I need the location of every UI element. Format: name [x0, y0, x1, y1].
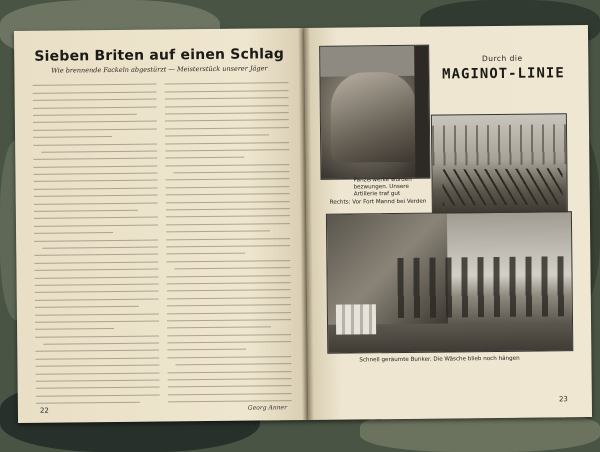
text-line [165, 164, 289, 166]
text-line [33, 106, 157, 108]
text-line [33, 136, 112, 138]
text-line [168, 378, 292, 380]
text-line [165, 97, 289, 99]
text-line [35, 306, 139, 308]
soldiers-bunker-photo [326, 211, 573, 354]
text-line [166, 223, 290, 225]
text-line [34, 195, 158, 197]
caption-panzerwerke: Panzerwerke wurden bezwungen. Unsere Artillerie traf gut [353, 176, 412, 198]
text-line [167, 297, 291, 299]
article-author: Georg Anner [247, 404, 288, 412]
text-line [166, 201, 290, 203]
caption-bunker: Schnell geräumte Bunker. Die Wäsche blieb noch hängen [359, 355, 520, 364]
text-line [166, 231, 270, 233]
text-line [167, 304, 291, 306]
text-line [33, 128, 157, 130]
text-line [36, 372, 160, 374]
headline-large: MAGINOT-LINIE [442, 65, 565, 83]
forest-fence-photo [431, 113, 568, 216]
page-number-right: 23 [558, 395, 568, 404]
text-line [166, 179, 290, 181]
text-line [34, 202, 158, 204]
right-page [304, 25, 592, 420]
text-line [166, 216, 290, 218]
text-line [34, 224, 158, 226]
text-line [36, 402, 140, 404]
text-line [175, 363, 291, 365]
text-line [166, 238, 290, 240]
text-line [167, 312, 291, 314]
text-line [33, 173, 157, 175]
text-line [35, 298, 159, 300]
text-line [168, 400, 292, 402]
text-line [165, 142, 289, 144]
text-line [33, 99, 157, 101]
text-line [34, 180, 158, 182]
text-line [34, 232, 113, 234]
text-line [166, 208, 290, 210]
text-line [35, 276, 159, 278]
text-line [168, 386, 292, 388]
text-line [33, 143, 157, 145]
text-line [35, 350, 159, 352]
text-line [166, 260, 290, 262]
text-line [35, 283, 159, 285]
text-line [33, 91, 157, 93]
text-line [33, 114, 137, 116]
text-line [166, 245, 290, 247]
text-line [167, 327, 271, 329]
headline-small: Durch die [481, 53, 523, 64]
text-line [166, 186, 290, 188]
text-line [35, 291, 159, 293]
text-line [165, 149, 289, 151]
text-line [165, 83, 289, 85]
text-line [165, 134, 269, 136]
text-line [33, 158, 157, 160]
text-line [167, 341, 291, 343]
text-line [168, 393, 292, 395]
page-number-left: 22 [39, 406, 49, 415]
text-line [33, 121, 157, 123]
text-line [165, 127, 289, 129]
text-line [34, 261, 158, 263]
text-line [41, 150, 157, 152]
text-line [36, 387, 160, 389]
text-line [165, 157, 244, 159]
text-line [35, 320, 159, 322]
text-line [34, 217, 158, 219]
text-line [35, 365, 159, 367]
text-line [167, 334, 291, 336]
text-line [165, 112, 289, 114]
text-line [35, 335, 159, 337]
left-page [14, 28, 308, 423]
text-line [167, 289, 291, 291]
text-line [167, 356, 291, 358]
text-line [165, 90, 289, 92]
text-line [167, 349, 246, 351]
bunker-photo [319, 45, 430, 180]
text-line [34, 254, 158, 256]
text-line [33, 165, 157, 167]
article-title: Sieben Briten auf einen Schlag [34, 46, 285, 65]
text-line [34, 239, 158, 241]
text-line [165, 105, 289, 107]
text-line [33, 84, 157, 86]
text-column-left [32, 78, 159, 411]
text-line [166, 193, 290, 195]
text-line [43, 343, 159, 345]
text-line [173, 171, 289, 173]
text-line [165, 119, 289, 121]
text-line [36, 380, 160, 382]
magazine-spread [8, 25, 598, 425]
text-line [167, 282, 291, 284]
caption-rechts: Rechts: Vor Fort Mannd bei Verden [329, 198, 427, 206]
text-line [167, 319, 291, 321]
text-line [34, 269, 158, 271]
text-line [35, 328, 114, 330]
text-line [167, 275, 291, 277]
text-line [166, 253, 245, 255]
text-line [34, 187, 158, 189]
text-line [174, 267, 290, 269]
text-line [36, 394, 160, 396]
text-line [34, 210, 138, 212]
article-subtitle: Wie brennende Fackeln abgestürzt — Meisterstück unserer Jäger [51, 64, 268, 75]
text-line [35, 313, 159, 315]
text-line [42, 247, 158, 249]
text-column-right [164, 76, 291, 412]
text-line [168, 371, 292, 373]
text-line [35, 357, 159, 359]
